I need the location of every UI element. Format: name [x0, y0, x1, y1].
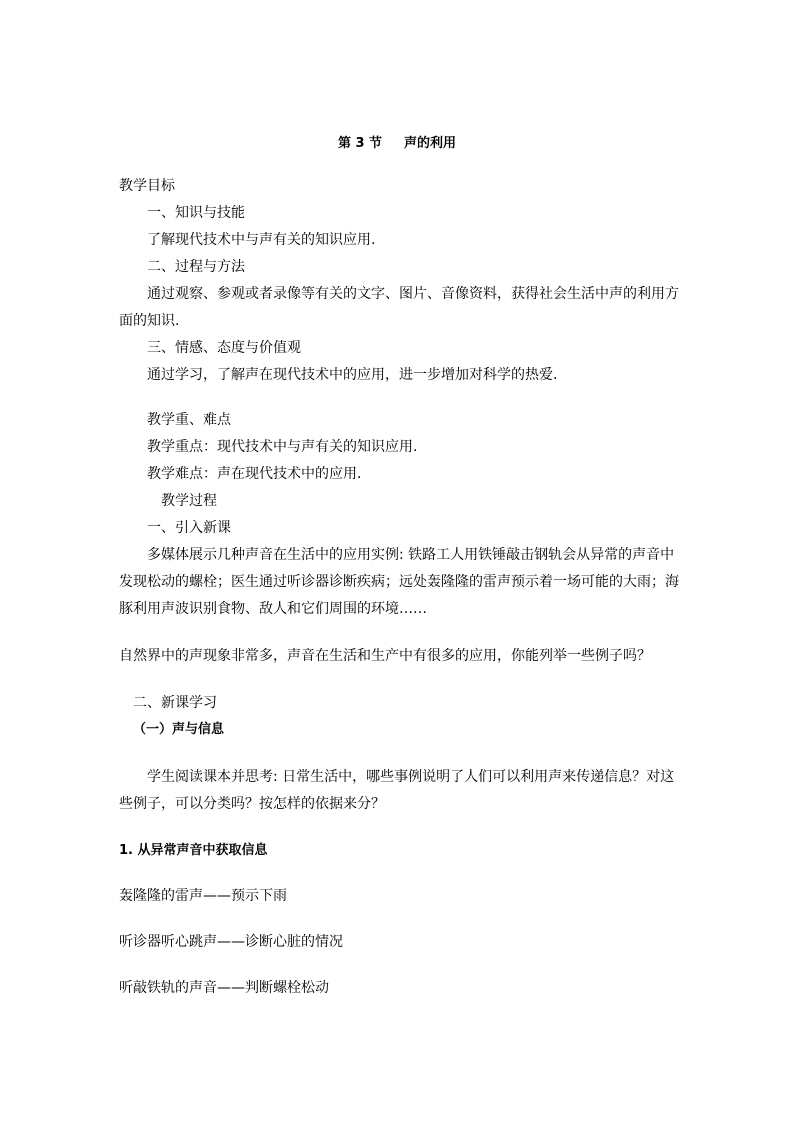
example-item: 听诊器听心跳声——诊断心脏的情况 — [119, 934, 343, 950]
intro-text: 多媒体展示几种声音在生活中的应用实例: 铁路工人用铁锤敲击钢轨会从异常的声音中 — [147, 547, 675, 563]
process-method-text-cont: 面的知识. — [119, 313, 180, 329]
process-method-text: 通过观察、参观或者录像等有关的文字、图片、音像资料，获得社会生活中声的利用方 — [147, 286, 679, 302]
example-item: 轰隆隆的雷声——预示下雨 — [119, 888, 287, 904]
sound-info-heading: （一）声与信息 — [133, 722, 225, 737]
section-number: 第 3 节 — [337, 136, 383, 151]
key-point-focus: 教学重点：现代技术中与声有关的知识应用. — [147, 439, 418, 455]
objectives-heading: 教学目标 — [119, 178, 175, 194]
intro-heading: 一、引入新课 — [147, 520, 231, 536]
page-title — [0, 135, 794, 153]
example-item: 听敲铁轨的声音——判断螺栓松动 — [119, 980, 329, 996]
intro-text-end: 豚利用声波识别食物、敌人和它们周围的环境…… — [119, 601, 427, 617]
process-method-heading: 二、过程与方法 — [147, 259, 245, 275]
knowledge-text: 了解现代技术中与声有关的知识应用. — [147, 232, 376, 248]
emotion-text: 通过学习，了解声在现代技术中的应用，进一步增加对科学的热爱. — [147, 367, 558, 383]
knowledge-heading: 一、知识与技能 — [147, 205, 245, 221]
key-point-difficulty: 教学难点：声在现代技术中的应用. — [147, 466, 362, 482]
section-title: 声的利用 — [404, 136, 457, 151]
key-points-heading: 教学重、难点 — [147, 412, 231, 428]
intro-question: 自然界中的声现象非常多，声音在生活和生产中有很多的应用，你能列举一些例子吗？ — [119, 648, 651, 664]
new-lesson-heading: 二、新课学习 — [133, 695, 217, 711]
process-heading: 教学过程 — [161, 493, 217, 509]
reading-prompt: 学生阅读课本并思考: 日常生活中，哪些事例说明了人们可以利用声来传递信息？对这 — [147, 769, 675, 785]
reading-prompt-cont: 些例子，可以分类吗？按怎样的依据来分？ — [119, 796, 385, 812]
intro-text-cont: 发现松动的螺栓；医生通过听诊器诊断疾病；远处轰隆隆的雷声预示着一场可能的大雨；海 — [119, 574, 679, 590]
emotion-heading: 三、情感、态度与价值观 — [147, 340, 301, 356]
point-1-heading: 1. 从异常声音中获取信息 — [119, 843, 268, 858]
